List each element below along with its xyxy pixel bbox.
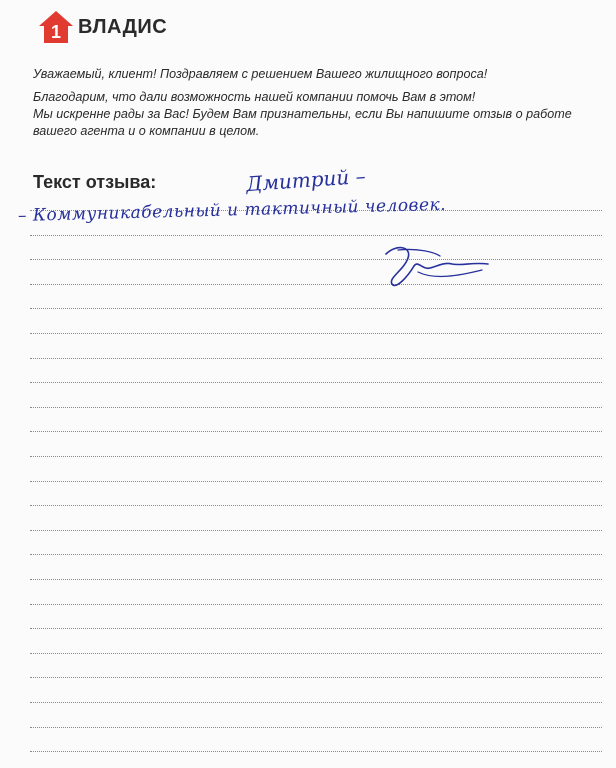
ruled-line [30, 382, 602, 383]
handwritten-name: Дмитрий – [245, 163, 367, 197]
intro-line: Уважаемый, клиент! Поздравляем с решением Вашего жилищного вопроса! [33, 67, 488, 81]
house-key-icon [38, 10, 74, 44]
ruled-line [30, 628, 602, 629]
ruled-line [30, 505, 602, 506]
ruled-line [30, 653, 602, 654]
ruled-line [30, 284, 602, 285]
ruled-line [30, 333, 602, 334]
company-logo [38, 10, 167, 44]
intro-text [33, 66, 593, 140]
ruled-line [30, 407, 602, 408]
ruled-line [30, 702, 602, 703]
logo-wordmark: ВЛАДИС [78, 15, 168, 38]
ruled-line [30, 431, 602, 432]
ruled-line [30, 604, 602, 605]
intro-line: Благодарим, что дали возможность нашей компании помочь Вам в этом! [33, 90, 476, 104]
review-lines [30, 188, 602, 748]
ruled-line [30, 481, 602, 482]
signature [378, 240, 498, 292]
ruled-line [30, 358, 602, 359]
ruled-line [30, 751, 602, 752]
ruled-line [30, 456, 602, 457]
ruled-line [30, 727, 602, 728]
intro-line: вашего агента и о компании в целом. [33, 124, 260, 138]
svg-text:1: 1 [50, 22, 62, 42]
ruled-line [30, 308, 602, 309]
review-label: Текст отзыва: [33, 172, 157, 192]
ruled-line [30, 677, 602, 678]
ruled-line [30, 235, 602, 236]
ruled-line [30, 579, 602, 580]
ruled-line [30, 530, 602, 531]
ruled-line [30, 554, 602, 555]
handwritten-review: – Коммуникабельный и тактичный человек. [17, 194, 447, 226]
ruled-line [30, 259, 602, 260]
intro-line: Мы искренне рады за Вас! Будем Вам признательны, если Вы напишите отзыв о работе [33, 107, 572, 121]
